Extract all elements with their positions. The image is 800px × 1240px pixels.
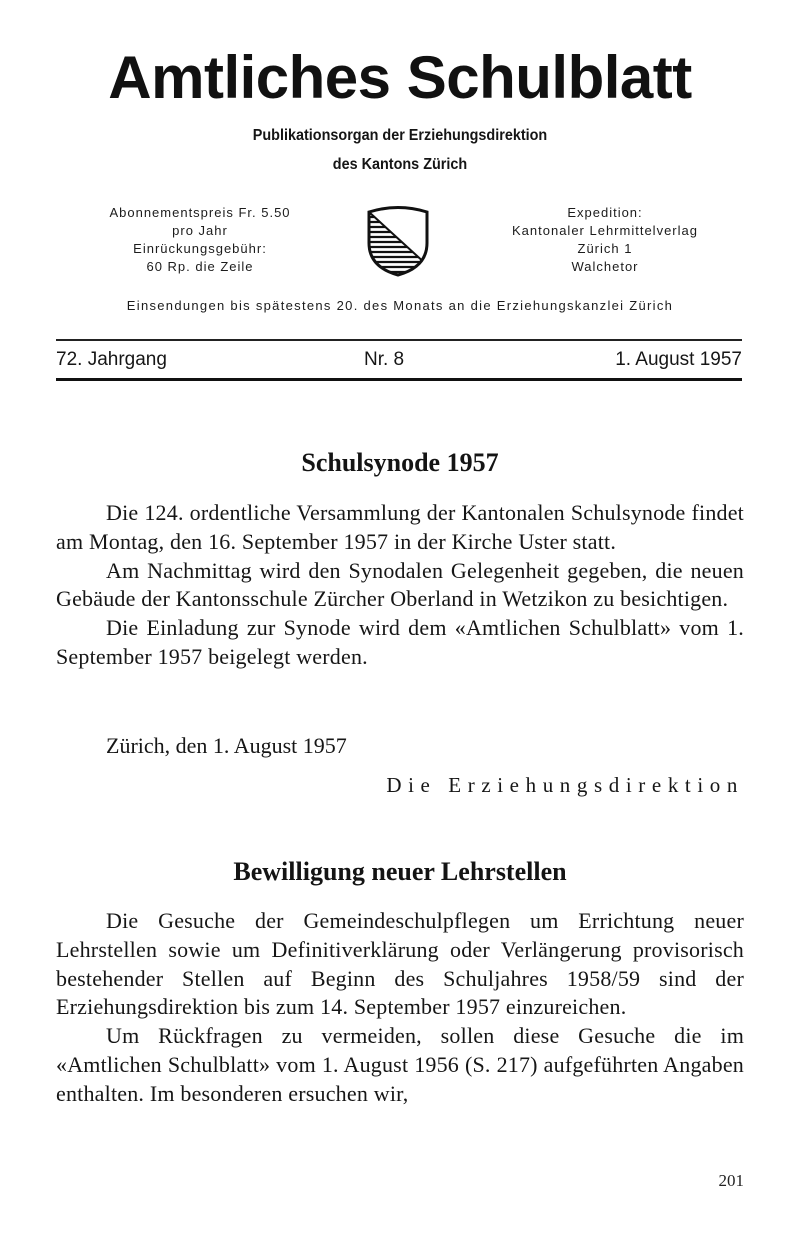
- article-heading-lehrstellen: Bewilligung neuer Lehrstellen: [233, 857, 567, 886]
- issue-bar: [56, 349, 742, 375]
- article-heading-schulsynode: Schulsynode 1957: [301, 448, 499, 477]
- expedition-info: [470, 204, 740, 276]
- article-paragraph: Um Rückfragen zu vermeiden, sollen diese Gesuche die im «Amtlichen Schulblatt» vom 1. August 1956 (S. 217) aufgeführten Angaben enthalten. Im besonderen ersuchen wir,: [56, 1023, 744, 1106]
- issue-number: Nr. 8: [364, 349, 405, 370]
- page-number: 201: [718, 1171, 744, 1190]
- issue-bar-top-rule: [56, 339, 742, 341]
- masthead-subtitle-line-1: Publikationsorgan der Erziehungsdirektion: [252, 127, 548, 144]
- article-paragraph: Am Nachmittag wird den Synodalen Gelegenheit gegeben, die neuen Gebäude der Kantonsschule Zürcher Oberland in Wetzikon zu besichtigen.: [56, 557, 744, 612]
- article-signature: Die Erziehungsdirektion: [386, 773, 744, 797]
- subscription-price: Abonnementspreis Fr. 5.50: [109, 205, 291, 220]
- insertion-fee-value: 60 Rp. die Zeile: [146, 259, 254, 274]
- submission-note: Einsendungen bis spätestens 20. des Monats an die Erziehungskanzlei Zürich: [126, 298, 674, 313]
- issue-date: 1. August 1957: [615, 349, 742, 370]
- article-paragraph: Die Gesuche der Gemeindeschulpflegen um Errichtung neuer Lehrstellen sowie um Definitiverklärung oder Verlängerung provisorisch bestehender Stellen auf Beginn des Schuljahres 1958/59 sind der Erziehungsdirektion bis zum 14. September 1957 einzureichen.: [56, 908, 744, 1020]
- expedition-label: Expedition:: [567, 205, 643, 220]
- article-dateline: Zürich, den 1. August 1957: [106, 733, 347, 758]
- zurich-coat-of-arms-icon: [364, 203, 432, 277]
- subscription-period: pro Jahr: [172, 223, 228, 238]
- article-paragraph: Die Einladung zur Synode wird dem «Amtlichen Schulblatt» vom 1. September 1957 beigelegt werden.: [56, 615, 744, 669]
- article-body-lehrstellen: [56, 907, 744, 1109]
- insertion-fee-label: Einrückungsgebühr:: [133, 241, 267, 256]
- issue-volume: 72. Jahrgang: [56, 349, 167, 370]
- article-body-schulsynode: [56, 499, 744, 672]
- issue-bar-bottom-rule: [56, 378, 742, 381]
- subscription-info: [70, 204, 330, 276]
- expedition-publisher: Kantonaler Lehrmittelverlag: [512, 223, 698, 238]
- expedition-city: Zürich 1: [577, 241, 633, 256]
- article-paragraph: Die 124. ordentliche Versammlung der Kantonalen Schulsynode findet am Montag, den 16. September 1957 in der Kirche Uster statt.: [56, 500, 744, 554]
- masthead-title: Amtliches Schulblatt: [108, 44, 692, 111]
- expedition-address: Walchetor: [571, 259, 639, 274]
- masthead-subtitle-line-2: des Kantons Zürich: [332, 156, 468, 173]
